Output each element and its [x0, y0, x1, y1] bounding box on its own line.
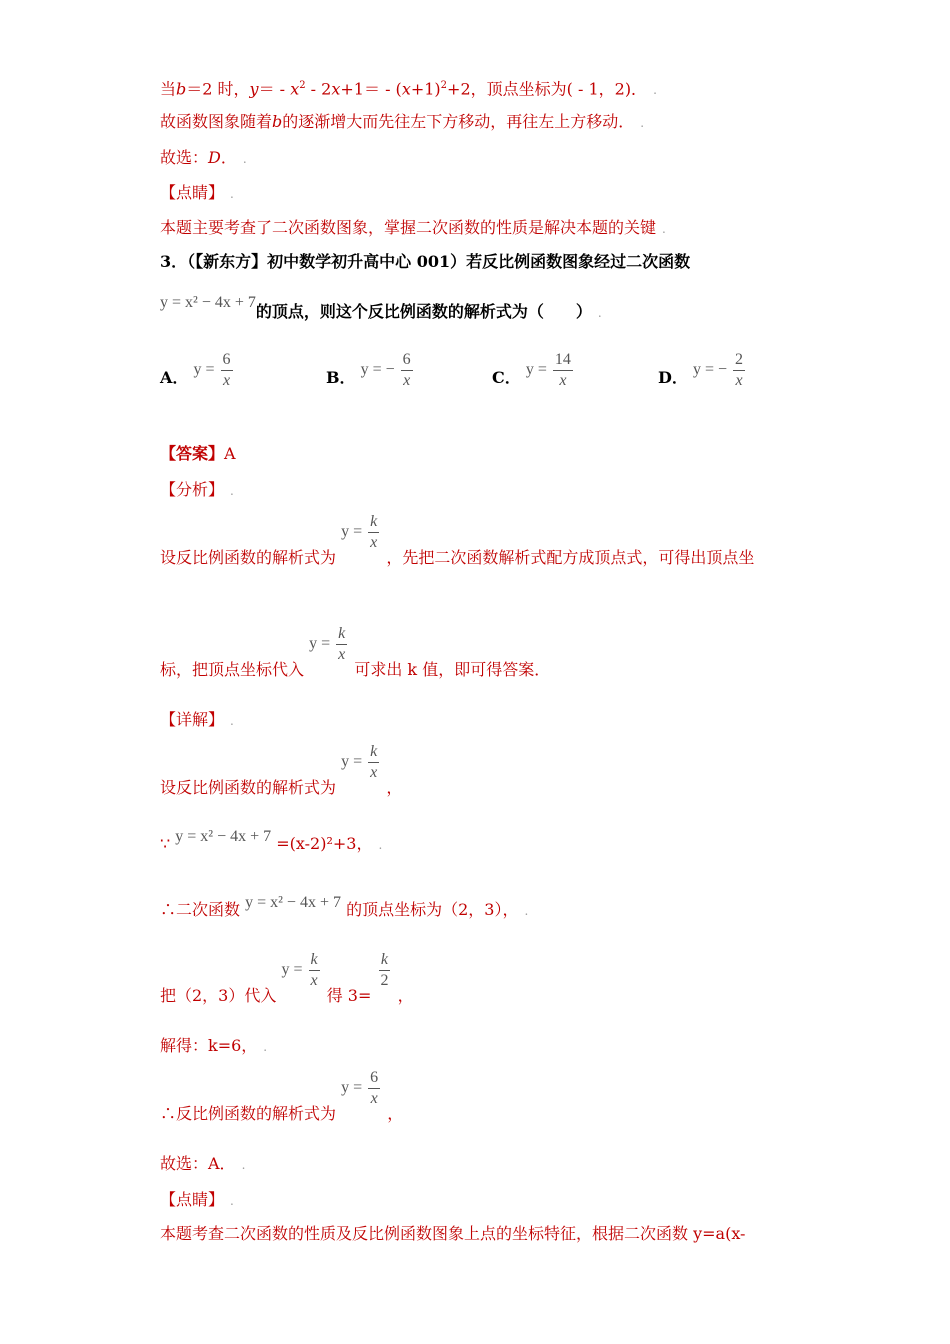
option-a[interactable]: A． y = $\frac{6}{x}$ — [160, 351, 231, 389]
fenxi-line-2: 标，把顶点坐标代入 y = $\frac{k}{x}$ 可求出 k 值，即可得答案． — [160, 625, 551, 679]
fenxi-line-1: 设反比例函数的解析式为 y = $\frac{k}{x}$ ，先把二次函数解析式配方成顶点式，可得出顶点坐 — [160, 513, 755, 567]
quadratic-formula: y = x² − 4x + 7 — [160, 293, 256, 311]
dianjing-heading-2: 【点睛】 . — [160, 1190, 234, 1209]
option-c[interactable]: C． y = $\frac{14}{x}$ — [492, 351, 571, 389]
option-b[interactable]: B． y = − $\frac{6}{x}$ — [326, 351, 411, 389]
detail-3: ∴二次函数 y = x² − 4x + 7 的顶点坐标为（2，3）， . — [160, 893, 529, 919]
dianjing-heading-1: 【点睛】 . — [160, 183, 234, 202]
detail-6: ∴反比例函数的解析式为 y = $\frac{6}{x}$ ， — [160, 1069, 404, 1123]
detail-5: 解得：k=6， . — [160, 1036, 268, 1055]
summary-1: 本题主要考查了二次函数图象，掌握二次函数的性质是解决本题的关键 . — [160, 218, 666, 237]
detail-4: 把（2，3）代入 y = $\frac{k}{x}$ 得 3= $\frac{k}{2}$ ， — [160, 951, 414, 1005]
question-3-title: 3．（【新东方】初中数学初升高中心 001）若反比例函数图象经过二次函数 — [160, 252, 691, 271]
answer-line: 【答案】A — [160, 444, 236, 463]
choose-line: 故选：D． . — [160, 148, 247, 167]
fenxi-heading: 【分析】 . — [160, 480, 234, 499]
detail-1: 设反比例函数的解析式为 y = $\frac{k}{x}$ ， — [160, 743, 403, 797]
option-d[interactable]: D． y = − $\frac{2}{x}$ — [658, 351, 744, 389]
summary-2: 本题考查二次函数的性质及反比例函数图象上点的坐标特征，根据二次函数 y=a(x- — [160, 1224, 746, 1243]
b2-line: 当b＝2 时，$y= - x^2 - 2x+1= - (x+1)^2+2$，顶点坐标为( - 1，2)． . — [160, 79, 657, 99]
question-3-formula-line: y = x² − 4x + 7的顶点，则这个反比例函数的解析式为（ ） . — [160, 293, 602, 321]
detail-2: ∵ y = x² − 4x + 7 =(x-2)²+3， . — [160, 827, 383, 853]
xiangjie-heading: 【详解】 . — [160, 710, 234, 729]
detail-7: 故选：A． . — [160, 1154, 246, 1173]
move-line: 故函数图象随着b的逐渐增大而先往左下方移动，再往左上方移动． . — [160, 112, 645, 131]
